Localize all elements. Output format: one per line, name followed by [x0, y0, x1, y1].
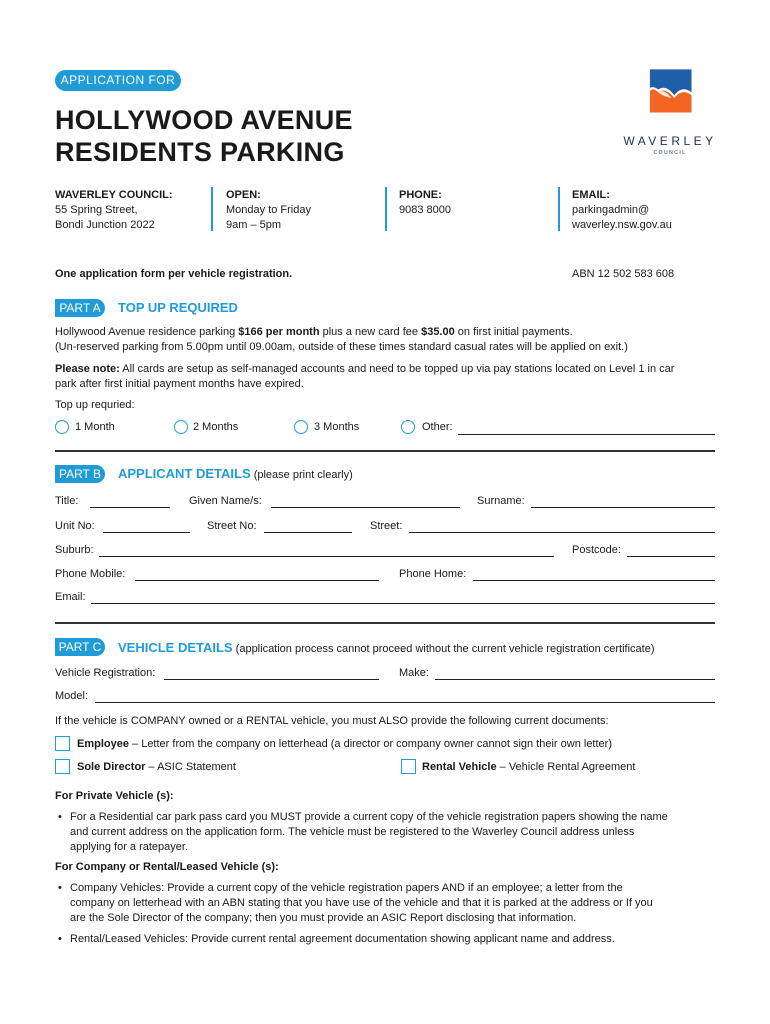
email-heading: EMAIL: — [572, 189, 610, 201]
email-label: Email: — [55, 591, 86, 603]
part-c-pill: PART C — [55, 638, 105, 656]
please-note-text: Please note: All cards are setup as self-managed accounts and need to be topped up via pay stations located on Level 1 in car — [55, 363, 675, 375]
open-line-1: Monday to Friday — [226, 204, 311, 216]
divider — [558, 187, 560, 231]
unit-no-input[interactable] — [103, 532, 190, 533]
email-input[interactable] — [91, 603, 715, 604]
private-vehicle-item: For a Residential car park pass card you MUST provide a current copy of the vehicle registration papers showing the name and current address on the application form. The vehicle must be registered to the Waverley Council address unless applying for a ratepayer. — [70, 811, 668, 853]
council-heading: WAVERLEY COUNCIL: — [55, 189, 173, 201]
street-input[interactable] — [409, 532, 715, 533]
street-no-label: Street No: — [207, 520, 257, 532]
radio-3-months[interactable] — [294, 420, 308, 434]
opening-hours — [226, 188, 311, 233]
phone-number: 9083 8000 — [399, 204, 451, 216]
radio-2-months[interactable] — [174, 420, 188, 434]
unreserved-note: (Un-reserved parking from 5.00pm until 09.00am, outside of these times standard casual rates will be applied on exit.) — [55, 341, 628, 353]
title-line-1: HOLLYWOOD AVENUE — [55, 105, 353, 135]
vehicle-registration-label: Vehicle Registration: — [55, 667, 156, 679]
email-line-1: parkingadmin@ — [572, 204, 650, 216]
rental-vehicle-checkbox[interactable] — [401, 759, 416, 774]
waverley-logo-icon — [620, 68, 720, 134]
surname-label: Surname: — [477, 495, 525, 507]
council-line-2: Bondi Junction 2022 — [55, 219, 155, 231]
section-divider — [55, 450, 715, 452]
title-label: Title: — [55, 495, 79, 507]
sole-director-label: Sole Director – ASIC Statement — [77, 761, 236, 773]
company-vehicle-heading: For Company or Rental/Leased Vehicle (s): — [55, 861, 279, 873]
rental-vehicle-item: Rental/Leased Vehicles: Provide current rental agreement documentation showing applicant name and address. — [70, 933, 615, 945]
model-label: Model: — [55, 690, 89, 702]
street-label: Street: — [370, 520, 403, 532]
title-line-2: RESIDENTS PARKING — [55, 137, 345, 167]
vehicle-registration-input[interactable] — [164, 679, 379, 680]
email-line-2: waverley.nsw.gov.au — [572, 219, 672, 231]
postcode-label: Postcode: — [572, 544, 621, 556]
open-line-2: 9am – 5pm — [226, 219, 282, 231]
company-documents-note: If the vehicle is COMPANY owned or a RENTAL vehicle, you must ALSO provide the following current documents: — [55, 715, 609, 727]
other-input[interactable] — [458, 434, 715, 435]
suburb-input[interactable] — [99, 556, 554, 557]
abn-number: ABN 12 502 583 608 — [572, 268, 675, 280]
make-label: Make: — [399, 667, 429, 679]
part-a-title: TOP UP REQUIRED — [118, 300, 238, 315]
given-name-label: Given Name/s: — [189, 495, 262, 507]
open-heading: OPEN: — [226, 189, 261, 201]
divider — [385, 187, 387, 231]
employee-checkbox[interactable] — [55, 736, 70, 751]
make-input[interactable] — [435, 679, 715, 680]
phone-heading: PHONE: — [399, 189, 442, 201]
radio-1-month[interactable] — [55, 420, 69, 434]
phone-mobile-label: Phone Mobile: — [55, 568, 126, 580]
phone-mobile-input[interactable] — [135, 580, 379, 581]
logo-subtitle: COUNCIL — [653, 150, 687, 156]
please-note-line-2: park after first initial payment months have expired. — [55, 378, 304, 390]
part-b-title: APPLICANT DETAILS (please print clearly) — [118, 466, 353, 481]
top-up-label: Top up requried: — [55, 399, 135, 411]
page-title — [55, 104, 353, 168]
radio-other[interactable] — [401, 420, 415, 434]
model-input[interactable] — [95, 702, 715, 703]
company-vehicle-item: Company Vehicles: Provide a current copy of the vehicle registration papers AND if an employee; a letter from the company on letterhead with an ABN stating that you have use of the vehicle and that it is parked at the address or If you are the Sole Director of the company; then you must provide an ASIC Report disclosing that information. — [70, 882, 653, 924]
employee-label: Employee – Letter from the company on letterhead (a director or company owner cannot sign their own letter) — [77, 738, 612, 750]
one-application-note: One application form per vehicle registration. — [55, 268, 293, 280]
council-address — [55, 188, 173, 233]
postcode-input[interactable] — [627, 556, 715, 557]
part-c-title: VEHICLE DETAILS (application process cannot proceed without the current vehicle registration certificate) — [118, 640, 655, 655]
suburb-label: Suburb: — [55, 544, 94, 556]
divider — [211, 187, 213, 231]
bullet-icon: • — [58, 811, 62, 823]
logo-name: WAVERLEY — [623, 134, 717, 148]
application-for-pill: APPLICATION FOR — [55, 70, 181, 91]
part-b-pill: PART B — [55, 465, 105, 483]
part-a-pill: PART A — [55, 299, 105, 317]
sole-director-checkbox[interactable] — [55, 759, 70, 774]
bullet-icon: • — [58, 882, 62, 894]
bullet-icon: • — [58, 933, 62, 945]
phone-info — [399, 188, 451, 218]
unit-no-label: Unit No: — [55, 520, 95, 532]
radio-other-label: Other: — [422, 421, 453, 433]
radio-2-months-label: 2 Months — [193, 421, 239, 433]
radio-3-months-label: 3 Months — [314, 421, 360, 433]
radio-1-month-label: 1 Month — [75, 421, 115, 433]
phone-home-input[interactable] — [473, 580, 715, 581]
rental-vehicle-label: Rental Vehicle – Vehicle Rental Agreement — [422, 761, 636, 773]
council-line-1: 55 Spring Street, — [55, 204, 138, 216]
street-no-input[interactable] — [264, 532, 352, 533]
title-input[interactable] — [90, 507, 170, 508]
given-name-input[interactable] — [271, 507, 460, 508]
parking-fee-text: Hollywood Avenue residence parking $166 per month plus a new card fee $35.00 on first initial payments. — [55, 326, 573, 338]
private-vehicle-heading: For Private Vehicle (s): — [55, 790, 174, 802]
phone-home-label: Phone Home: — [399, 568, 467, 580]
surname-input[interactable] — [531, 507, 715, 508]
email-info — [572, 188, 672, 233]
section-divider — [55, 622, 715, 624]
